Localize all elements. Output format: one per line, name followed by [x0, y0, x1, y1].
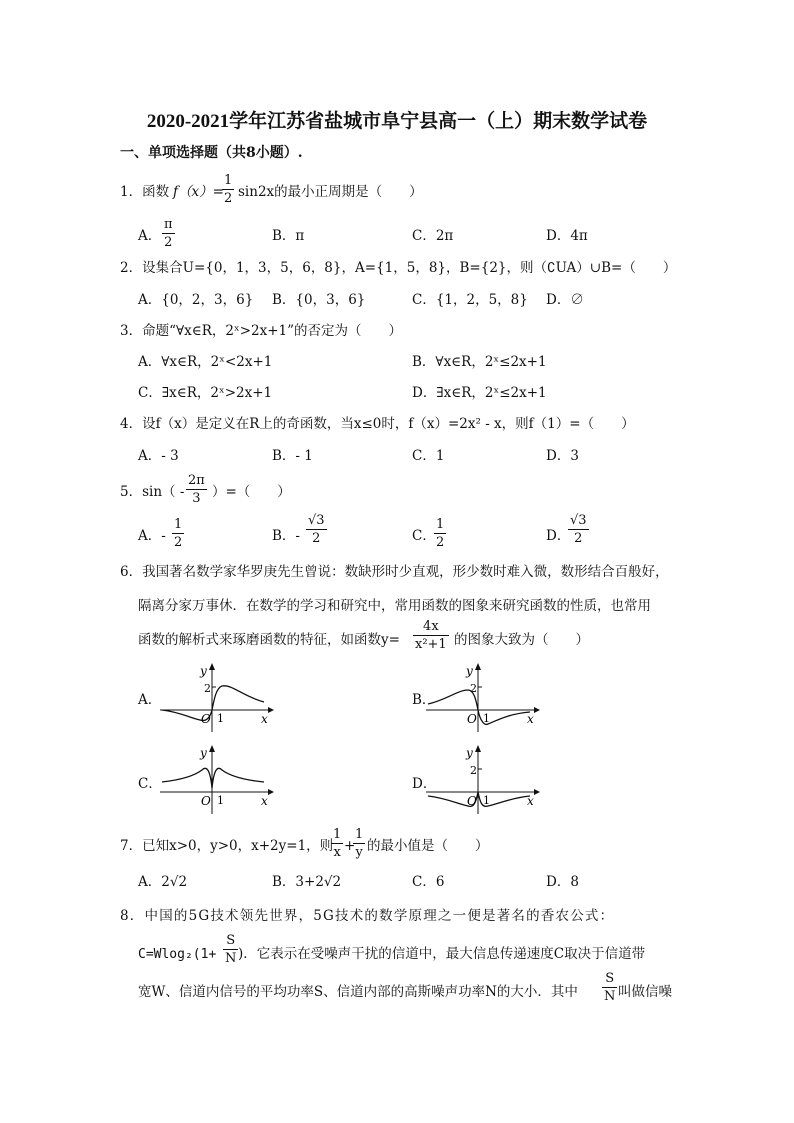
q2-option-d: D．∅	[546, 292, 584, 308]
q6-graph-d-y-label: y	[466, 746, 473, 760]
q6-graph-a-2: 2	[204, 682, 211, 695]
q7-fraction-1	[331, 828, 343, 859]
q7-option-b: B．3+2√2	[272, 874, 342, 890]
q5-option-a-fraction	[172, 518, 184, 549]
section-heading: 一、单项选择题（共8小题）.	[120, 145, 303, 161]
q1-option-c: C．2π	[412, 228, 454, 244]
q6-graph-b-x-label: x	[527, 712, 534, 726]
q8-line-1: 8．中国的5G技术领先世界，5G技术的数学原理之一便是著名的香农公式：	[120, 908, 615, 924]
q3-option-d: D．∃x∈R，2ˣ≤2x+1	[412, 385, 547, 401]
q1-frac-den: 2	[224, 191, 233, 206]
q7-option-c: C．6	[412, 874, 445, 890]
q6-graph-c-1: 1	[217, 794, 224, 807]
q5-option-c-num: 1	[436, 517, 445, 532]
q5-option-d-fraction	[568, 514, 589, 545]
q1-option-a-fraction	[162, 218, 175, 249]
q6-option-d: D．	[412, 776, 437, 792]
q5-prefix: 5．sin（ -	[120, 484, 185, 500]
q1-option-d: D．4π	[546, 228, 588, 244]
q6-fraction	[413, 620, 449, 651]
q1-option-a-den: 2	[164, 235, 173, 250]
q7-option-a: A．2√2	[138, 874, 188, 890]
q2-option-a: A．{0，2，3，6}	[138, 292, 254, 308]
q7-fraction-2	[353, 828, 365, 859]
q5-option-c-fraction	[434, 518, 446, 549]
q6-graph-c	[160, 742, 280, 817]
q7-prefix: 7．已知x>0，y>0，x+2y=1，则	[120, 838, 334, 854]
q6-graph-b	[426, 660, 546, 735]
q8-formula-den: N	[225, 951, 237, 966]
q4-option-c: C．1	[412, 448, 445, 464]
q6-graph-d-origin: O	[467, 794, 477, 808]
q5-option-d-num: √3	[570, 513, 587, 528]
q6-graph-a-y-label: y	[200, 664, 207, 678]
q1-fraction	[222, 174, 234, 205]
q6-graph-b-2: 2	[470, 682, 477, 695]
q6-line-3-prefix: 函数的解析式来琢磨函数的特征，如函数y=	[138, 632, 400, 648]
q5-fraction	[186, 474, 207, 505]
q8-formula-prefix: C=Wlog₂(1+	[138, 947, 217, 962]
q6-graph-d-2: 2	[470, 764, 477, 777]
q8-formula-postfix: )．它表示在受噪声干扰的信道中，最大信息传递速度C取决于信道带	[238, 946, 646, 962]
q6-option-b: B．	[412, 692, 436, 708]
q4-option-d: D．3	[546, 448, 579, 464]
q1-frac-num: 1	[224, 173, 233, 188]
q7-postfix: 的最小值是（ ）	[367, 838, 489, 854]
q3-option-a: A．∀x∈R，2ˣ<2x+1	[138, 354, 273, 370]
q8-line-3-num: S	[605, 971, 615, 986]
q7-f1-num: 1	[333, 827, 342, 842]
q5-option-a-num: 1	[174, 517, 183, 532]
q5-option-c-label: C．	[412, 528, 436, 544]
q6-graph-b-origin: O	[467, 712, 477, 726]
q3-option-b: B．∀x∈R，2ˣ≤2x+1	[412, 354, 547, 370]
q6-line-1: 6．我国著名数学家华罗庚先生曾说：数缺形时少直观，形少数时难入微，数形结合百般好，	[120, 564, 669, 580]
q5-option-b-den: 2	[312, 531, 321, 546]
q4-option-b: B．- 1	[272, 448, 313, 464]
q7-plus: +	[344, 838, 356, 854]
q6-graph-a-1: 1	[217, 712, 224, 725]
q6-option-c: C．	[138, 776, 162, 792]
q7-option-d: D．8	[546, 874, 579, 890]
q1-option-a-num: π	[164, 217, 173, 232]
q5-option-d-den: 2	[574, 531, 583, 546]
q7-f1-den: x	[333, 845, 341, 860]
q6-graph-d-1: 1	[483, 794, 490, 807]
page-title: 2020-2021学年江苏省盐城市阜宁县高一（上）期末数学试卷	[146, 111, 648, 132]
q1-option-b: B．π	[272, 228, 305, 244]
q6-line-3-postfix: 的图象大致为（ ）	[454, 632, 589, 648]
q1-option-a-label: A．	[138, 228, 162, 244]
q6-frac-num: 4x	[423, 619, 439, 634]
q5-option-b-num: √3	[308, 513, 325, 528]
q6-graph-d-x-label: x	[527, 794, 534, 808]
q1-function: f（x）=	[173, 184, 224, 200]
q6-option-a: A．	[138, 692, 162, 708]
q8-line-3-postfix: 叫做信噪	[618, 984, 672, 1000]
q7-f2-den: y	[355, 845, 363, 860]
q8-line-3-prefix: 宽W、信道内信号的平均功率S、信道内部的高斯噪声功率N的大小．其中	[138, 984, 578, 1000]
q8-formula-num: S	[226, 933, 236, 948]
q2-option-c: C．{1，2，5，8}	[412, 292, 528, 308]
q5-option-b-label: B．-	[272, 528, 300, 544]
q8-line-3-fraction	[602, 972, 617, 1003]
q5-option-d-label: D．	[546, 528, 571, 544]
q6-graph-a-x-label: x	[261, 712, 268, 726]
q2-option-b: B．{0，3，6}	[272, 292, 366, 308]
q4-stem: 4．设f（x）是定义在R上的奇函数，当x≤0时，f（x）=2x² - x，则f（1）=（ ）	[120, 416, 635, 432]
q5-option-a-label: A．-	[138, 528, 166, 544]
q3-option-c: C．∃x∈R，2ˣ>2x+1	[138, 385, 273, 401]
q3-stem: 3．命题“∀x∈R，2ˣ>2x+1”的否定为（ ）	[120, 323, 403, 339]
q5-option-a-den: 2	[174, 535, 183, 550]
q5-frac-num: 2π	[188, 473, 205, 488]
q7-f2-num: 1	[355, 827, 364, 842]
q6-graph-c-origin: O	[201, 794, 211, 808]
q6-graph-b-y-label: y	[466, 664, 473, 678]
q6-graph-d	[426, 742, 546, 817]
q6-graph-b-1: 1	[483, 712, 490, 725]
q4-option-a: A．- 3	[138, 448, 179, 464]
q1-prefix: 1．函数	[120, 184, 170, 200]
q1-postfix: sin2x的最小正周期是（ ）	[238, 184, 423, 200]
q5-frac-den: 3	[192, 491, 201, 506]
q6-graph-c-y-label: y	[200, 746, 207, 760]
q6-graph-c-x-label: x	[261, 794, 268, 808]
q6-graph-a-origin: O	[201, 712, 211, 726]
q5-postfix: ）=（ ）	[212, 484, 291, 500]
q6-line-2: 隔离分家万事休．在数学的学习和研究中，常用函数的图象来研究函数的性质，也常用	[138, 598, 651, 614]
q5-option-b-fraction	[306, 514, 327, 545]
q2-stem: 2．设集合U={0，1，3，5，6，8}，A={1，5，8}，B={2}，则（∁UA）∪B=（ ）	[120, 260, 677, 276]
q6-frac-den: x²+1	[415, 637, 447, 652]
q8-formula-fraction	[223, 934, 238, 965]
q8-line-3-den: N	[604, 989, 616, 1004]
q5-option-c-den: 2	[436, 535, 445, 550]
q6-graph-a	[160, 660, 280, 735]
